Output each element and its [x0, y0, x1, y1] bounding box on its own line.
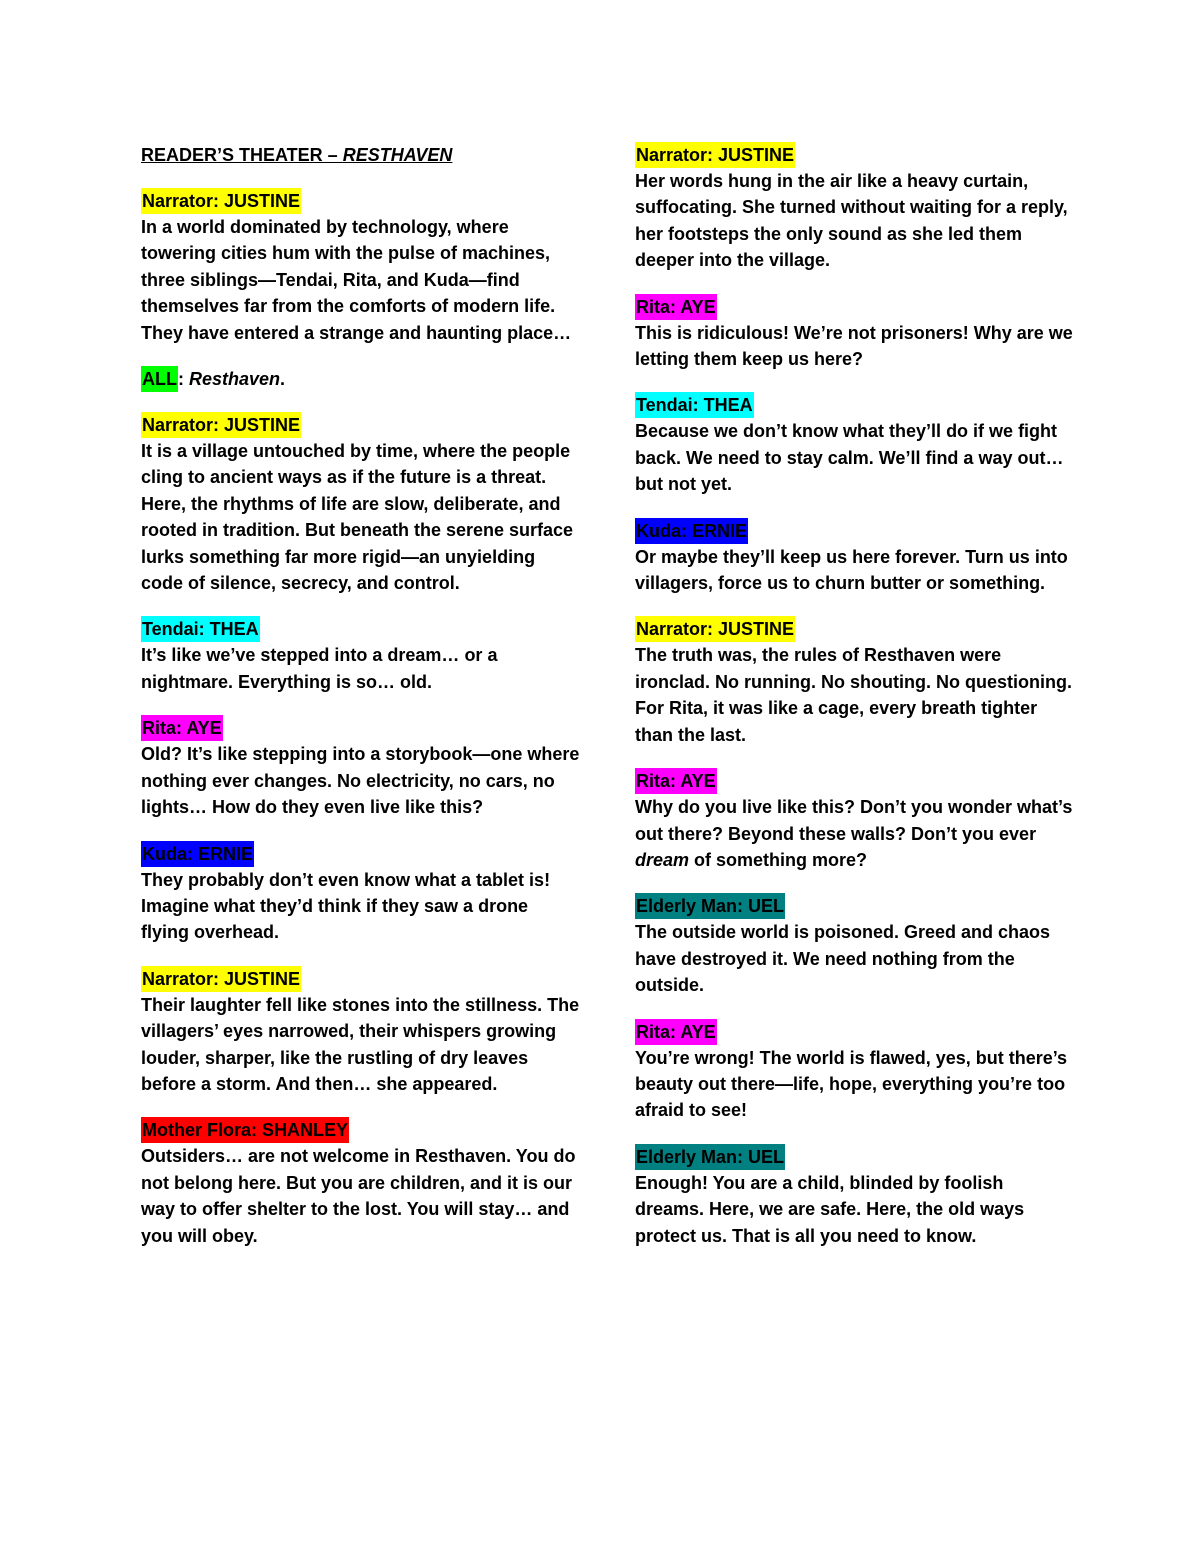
dialogue-text: Resthaven: [189, 369, 281, 390]
dialogue-block: [635, 893, 1075, 998]
dialogue-text: Her words hung in the air like a heavy curtain, suffocating. She turned without waiting for a reply, her footsteps the only sound as she led them deeper into the village.: [635, 171, 1068, 271]
dialogue-text: Their laughter fell like stones into the stillness. The villagers’ eyes narrowed, their whispers growing louder, sharper, like the rustling of dry leaves before a storm. And then… she appeared.: [141, 994, 580, 1094]
dialogue-text: Old? It’s like stepping into a storybook—one where nothing ever changes. No electricity, no cars, no lights… How do they even live like this?: [141, 744, 580, 818]
speaker-label-elderly-man: Elderly Man: UEL: [635, 893, 785, 919]
speaker-label-mother-flora: Mother Flora: SHANLEY: [141, 1117, 349, 1143]
dialogue-text: It is a village untouched by time, where the people cling to ancient ways as if the future is a threat. Here, the rhythms of life are slow, deliberate, and rooted in tradition. But beneath the serene surface lurks something far more rigid—an unyielding code of silence, secrecy, and control.: [141, 441, 574, 594]
dialogue-block: [141, 616, 581, 695]
dialogue-text: It’s like we’ve stepped into a dream… or a nightmare. Everything is so… old.: [141, 645, 498, 692]
speaker-label-narrator: Narrator: JUSTINE: [141, 412, 301, 438]
dialogue-text: This is ridiculous! We’re not prisoners! Why are we letting them keep us here?: [635, 322, 1073, 370]
dialogue-block: [141, 1117, 581, 1249]
dialogue-text: Outsiders… are not welcome in Resthaven. You do not belong here. But you are children, and it is our way to offer shelter to the lost. You will stay… and you will obey.: [141, 1146, 576, 1246]
dialogue-block: [141, 188, 581, 346]
dialogue-text: Enough! You are a child, blinded by foolish dreams. Here, we are safe. Here, the old ways protect us. That is all you need to know.: [635, 1172, 1025, 1246]
speaker-label-tendai: Tendai: THEA: [635, 392, 754, 418]
speaker-label-narrator: Narrator: JUSTINE: [635, 616, 795, 642]
speaker-label-all: ALL: [141, 366, 178, 392]
dialogue-text: They probably don’t even know what a tablet is! Imagine what they’d think if they saw a drone flying overhead.: [141, 869, 551, 943]
dialogue-block: [635, 768, 1075, 873]
dialogue-text: The outside world is poisoned. Greed and chaos have destroyed it. We need nothing from the outside.: [635, 922, 1051, 996]
speaker-label-rita: Rita: AYE: [635, 1019, 717, 1045]
speaker-label-rita: Rita: AYE: [635, 294, 717, 320]
speaker-label-narrator: Narrator: JUSTINE: [141, 188, 301, 214]
dialogue-block: [141, 841, 581, 946]
dialogue-block: [635, 1019, 1075, 1124]
dialogue-text: Or maybe they’ll keep us here forever. Turn us into villagers, force us to churn butter or something.: [635, 546, 1068, 594]
dialogue-punctuation: .: [280, 369, 286, 390]
dialogue-text: The truth was, the rules of Resthaven were ironclad. No running. No shouting. No questioning. For Rita, it was like a cage, every breath tighter than the last.: [635, 645, 1072, 745]
dialogue-text-part: of something more?: [689, 849, 868, 870]
dialogue-block: [635, 616, 1075, 748]
speaker-label-narrator: Narrator: JUSTINE: [141, 966, 301, 992]
dialogue-text: In a world dominated by technology, where towering cities hum with the pulse of machines, three siblings—Tendai, Rita, and Kuda—find themselves far from the comforts of modern life. They have entered a strange and haunting place…: [141, 217, 572, 343]
speaker-label-elderly-man: Elderly Man: UEL: [635, 1144, 785, 1170]
dialogue-block: [635, 392, 1075, 497]
speaker-label-rita: Rita: AYE: [141, 715, 223, 741]
dialogue-block: [141, 715, 581, 820]
dialogue-block: [141, 366, 581, 392]
speaker-label-kuda: Kuda: ERNIE: [635, 518, 748, 544]
dialogue-text-part: Why do you live like this? Don’t you wonder what’s out there? Beyond these walls? Don’t you ever: [635, 797, 1073, 844]
speaker-label-kuda: Kuda: ERNIE: [141, 841, 254, 867]
dialogue-block: [635, 294, 1075, 373]
page-title: [141, 142, 581, 168]
dialogue-block: [141, 966, 581, 1098]
right-column: [635, 142, 1075, 1269]
dialogue-block: [635, 518, 1075, 597]
speaker-label-narrator: Narrator: JUSTINE: [635, 142, 795, 168]
speaker-label-tendai: Tendai: THEA: [141, 616, 260, 642]
title-play-name: RESTHAVEN: [342, 145, 453, 165]
speaker-label-rita: Rita: AYE: [635, 768, 717, 794]
dialogue-text: Because we don’t know what they’ll do if we fight back. We need to stay calm. We’ll find a way out… but not yet.: [635, 421, 1064, 495]
dialogue-emphasis: dream: [635, 849, 690, 870]
left-column: [141, 142, 581, 1269]
dialogue-text: [635, 794, 1075, 873]
dialogue-block: [635, 1144, 1075, 1249]
dialogue-block: [635, 142, 1075, 274]
title-prefix: READER’S THEATER –: [141, 145, 343, 165]
speaker-separator: :: [178, 369, 189, 390]
dialogue-block: [141, 412, 581, 596]
dialogue-text: You’re wrong! The world is flawed, yes, but there’s beauty out there—life, hope, everything you’re too afraid to see!: [635, 1047, 1068, 1121]
